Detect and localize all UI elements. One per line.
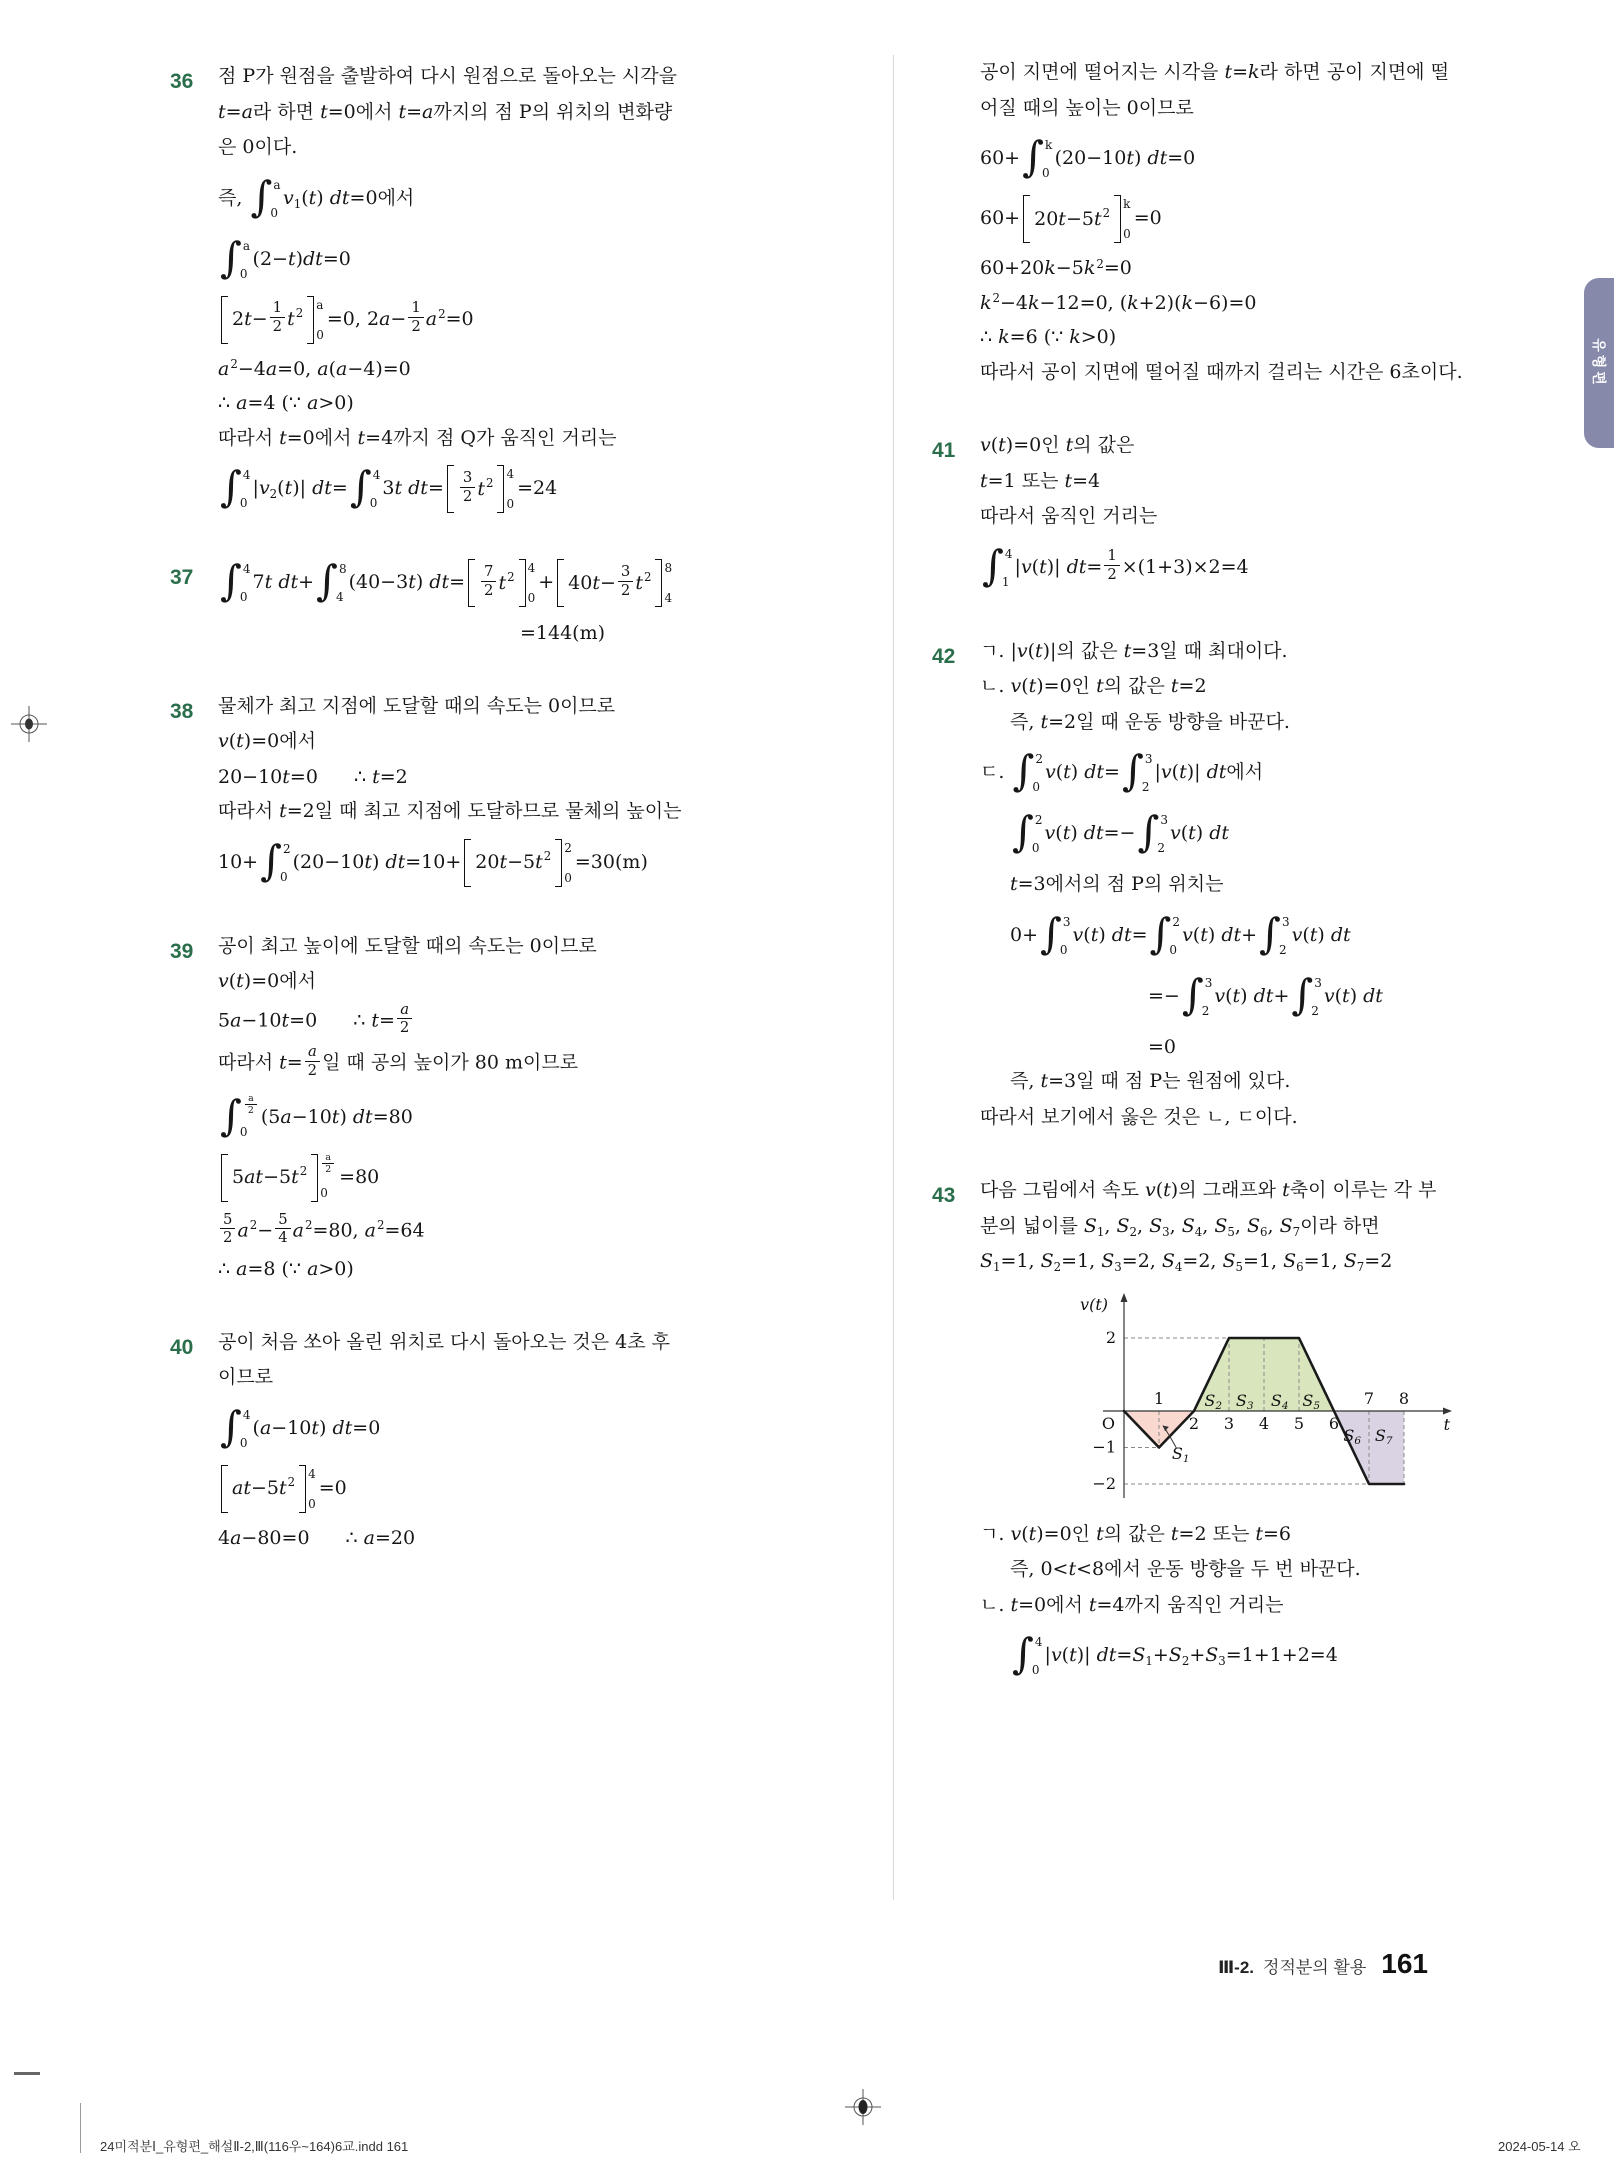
solution-line: 따라서 움직인 거리는 xyxy=(980,506,1158,527)
solution-line: 공이 최고 높이에 도달할 때의 속도는 0이므로 xyxy=(218,934,597,957)
solution-line: ∫ 4 0 (a−10t) dt=0 xyxy=(220,1401,381,1451)
origin-label: O xyxy=(1101,1413,1115,1433)
page-footer xyxy=(1218,1948,1428,1980)
x-tick-label: 8 xyxy=(1398,1388,1410,1408)
problem-block xyxy=(170,692,882,888)
column-divider xyxy=(893,55,894,1900)
solution-line: 이므로 xyxy=(218,1367,274,1389)
solution-line: 다음 그림에서 속도 v(t)의 그래프와 t축이 이루는 각 부 xyxy=(980,1179,1437,1201)
problem-number: 36 xyxy=(170,70,194,93)
solution-line: 은 0이다. xyxy=(218,136,298,158)
solution-line: t=1 또는 t=4 xyxy=(980,469,1101,492)
solution-line: 5a−10t=0 ∴ t= $\frac{a}{2}$ xyxy=(218,1003,882,1040)
solution-line: ㄱ. v(t)=0인 t의 값은 t=2 또는 t=6 xyxy=(980,1522,1292,1545)
solution-line: v(t)=0인 t의 값은 xyxy=(980,434,1135,456)
solution-line: ㄱ. |v(t)|의 값은 t=3일 때 최대이다. xyxy=(980,639,1288,662)
footer-page-number: 161 xyxy=(1381,1948,1428,1979)
solution-line: 60+ 20 t −5 t 2 k 0 =0 xyxy=(980,197,1162,241)
registration-mark-icon xyxy=(10,705,48,743)
solution-line: 4a−80=0 ∴ a=20 xyxy=(218,1526,416,1549)
problem-block xyxy=(932,431,1510,593)
solution-line: ∫ $\frac{a}{2}$ 0 (5a−10t) dt=80 xyxy=(220,1090,413,1140)
solution-line: 5 at −5 t 2 $\frac{a}{2}$ 0 =80 xyxy=(218,1154,882,1202)
x-tick-label: 5 xyxy=(1293,1413,1305,1433)
x-tick-label: 6 xyxy=(1328,1413,1340,1433)
problem-number: 37 xyxy=(170,566,194,589)
solution-line: ∴ k=6 (∵ k>0) xyxy=(980,326,1117,348)
problem-block xyxy=(170,558,882,648)
solution-line: ∫ a 0 (2−t)dt=0 xyxy=(220,232,351,282)
solution-line: =0 xyxy=(1148,1035,1177,1058)
x-tick-label: 1 xyxy=(1153,1388,1165,1408)
problem-number: 38 xyxy=(170,699,194,723)
region-label: S5 xyxy=(1302,1390,1321,1412)
solution-line: 따라서 t= $\frac{a}{2}$ 일 때 공의 높이가 80 m이므로 xyxy=(218,1043,579,1079)
solution-line: 점 P가 원점을 출발하여 다시 원점으로 돌아오는 시각을 xyxy=(218,65,677,87)
solution-line: v(t)=0에서 xyxy=(218,730,316,752)
solution-line: ∫ 4 0 |v(t)| $dt=S_1+S_2+S_3=1+1+2=4$ xyxy=(1012,1629,1338,1679)
footer-section-number: Ⅲ-2. xyxy=(1218,1958,1255,1977)
solution-line: 2 t − $\frac{1}{2}$ t 2 a 0 =0, 2a− $\frac{1}{2}$ $a^2=0$ xyxy=(218,296,882,344)
solution-line: 따라서 t=0에서 t=4까지 점 Q가 움직인 거리는 xyxy=(218,426,617,449)
problem-block xyxy=(932,1176,1510,1681)
solution-line: =− ∫ 3 2 v(t) dt+ ∫ 3 2 v(t) dt xyxy=(1148,969,1383,1019)
solution-line: 따라서 t=2일 때 최고 지점에 도달하므로 물체의 높이는 xyxy=(218,800,682,822)
y-axis-label: v(t) xyxy=(1080,1294,1108,1314)
y-tick-label: −1 xyxy=(1092,1437,1116,1456)
trim-mark xyxy=(14,2072,40,2075)
problem-block xyxy=(170,932,882,1284)
solution-lines xyxy=(218,62,882,514)
solution-line: ∫ 4 0 $|v_2(t)|$ dt= ∫ 4 0 3t dt= $\frac{3}{2}$ t 2 4 0 =24 xyxy=(220,462,558,512)
right-column xyxy=(932,52,1510,1725)
y-tick-label: −2 xyxy=(1092,1473,1116,1493)
solution-lines xyxy=(980,431,1510,593)
problem-number: 40 xyxy=(170,1335,194,1359)
problem-block xyxy=(932,637,1510,1133)
solution-line: 분의 넓이를 $S_1$, $S_2$, $S_3$, $S_4$, $S_5$, $S_6$, $S_7$이라 하면 xyxy=(980,1214,1380,1239)
footer-rule xyxy=(80,2103,81,2153)
region-label: S4 xyxy=(1270,1390,1289,1412)
solution-line: 어질 때의 높이는 0이므로 xyxy=(980,96,1194,119)
solution-line: 즉, t=2일 때 운동 방향을 바꾼다. xyxy=(1010,710,1290,733)
print-date: 2024-05-14 오 xyxy=(1498,2139,1581,2154)
region-label: S1 xyxy=(1171,1443,1190,1465)
x-tick-label: 3 xyxy=(1223,1413,1235,1433)
solution-line: ∫ 2 0 v(t) dt=− ∫ 3 2 v(t) dt xyxy=(1012,807,1230,857)
solution-lines xyxy=(218,692,882,888)
y-axis-arrow xyxy=(1121,1293,1128,1302)
solution-lines xyxy=(218,1328,882,1553)
x-tick-label: 7 xyxy=(1363,1388,1375,1408)
solution-lines xyxy=(218,932,882,1284)
problem-number: 43 xyxy=(932,1184,956,1207)
solution-line: =144(m) xyxy=(520,622,606,644)
x-axis-arrow xyxy=(1443,1407,1452,1414)
solution-line: t=a라 하면 t=0에서 t=a까지의 점 P의 위치의 변화량 xyxy=(218,100,673,123)
solution-line: 따라서 보기에서 옳은 것은 ㄴ, ㄷ이다. xyxy=(980,1105,1298,1128)
problem-block xyxy=(170,1328,882,1553)
solution-line: 즉, ∫ a 0 $v_1(t)$ dt=0에서 xyxy=(218,171,415,221)
velocity-graph xyxy=(1058,1286,1458,1508)
solution-line: $S_1=1$, $S_2=1$, $S_3=2$, $S_4=2$, $S_5=1$, $S_6=1$, $S_7=2$ xyxy=(980,1250,1393,1275)
solution-line: 물체가 최고 지점에 도달할 때의 속도는 0이므로 xyxy=(218,694,616,717)
solution-lines xyxy=(980,58,1510,387)
solution-line: $\frac{5}{2}$ $a^2-$ $\frac{5}{4}$ $a^2=80$, $a^2=64$ xyxy=(218,1213,882,1250)
solution-line: ∫ 4 0 7t dt+ ∫ 8 4 (40−3t) dt= $\frac{7}{2}$ t 2 4 0 + 40 t − $\frac{3}{2}$ t 2 8 4 xyxy=(220,556,673,606)
solution-line: 10+ ∫ 2 0 (20−10t) dt=10+ 20 t −5 t 2 2 0 =30(m) xyxy=(218,835,648,885)
problem-number: 41 xyxy=(932,439,956,462)
solution-lines xyxy=(980,1176,1510,1681)
solution-line: 즉, 0<t<8에서 운동 방향을 두 번 바꾼다. xyxy=(1010,1558,1361,1580)
solution-line: 60+ ∫ k 0 (20−10t) dt=0 xyxy=(980,132,1196,182)
solution-line: 공이 처음 쏘아 올린 위치로 다시 돌아오는 것은 4초 후 xyxy=(218,1330,671,1353)
solution-line: $k^2-4k-12=0$, (k+2)(k−6)=0 xyxy=(980,291,1257,314)
solution-line: ㄴ. v(t)=0인 t의 값은 t=2 xyxy=(980,675,1207,697)
solution-line: $a^2-4a=0$, a(a−4)=0 xyxy=(218,357,411,380)
region-label: S7 xyxy=(1374,1425,1393,1447)
problem-block xyxy=(170,62,882,514)
x-tick-label: 2 xyxy=(1188,1413,1200,1433)
problem-number: 39 xyxy=(170,939,194,963)
solution-line: ㄷ. ∫ 2 0 v(t) dt= ∫ 3 2 |v(t)| dt에서 xyxy=(980,746,1264,796)
left-column xyxy=(170,56,882,1596)
solution-line: ∴ a=4 (∵ a>0) xyxy=(218,392,354,414)
solution-line: v(t)=0에서 xyxy=(218,970,316,992)
registration-mark-icon xyxy=(844,2088,882,2126)
solution-lines xyxy=(218,558,882,648)
side-tab-label: 유형편 xyxy=(1591,338,1608,388)
solution-line: 즉, t=3일 때 점 P는 원점에 있다. xyxy=(1010,1070,1291,1092)
solution-lines xyxy=(980,637,1510,1133)
solution-line: 0+ ∫ 3 0 v(t) dt= ∫ 2 0 v(t) dt+ ∫ 3 2 v(t) dt xyxy=(1010,908,1351,958)
footer-section-title: 정적분의 활용 xyxy=(1263,1958,1367,1977)
side-tab xyxy=(1584,278,1614,448)
solution-line: 따라서 공이 지면에 떨어질 때까지 걸리는 시간은 6초이다. xyxy=(980,360,1463,383)
solution-line: at −5 t 2 4 0 =0 xyxy=(218,1465,882,1513)
x-tick-label: 4 xyxy=(1258,1413,1270,1433)
region-label: S3 xyxy=(1235,1390,1254,1412)
region-label: S6 xyxy=(1343,1425,1362,1447)
solution-line: t=3에서의 점 P의 위치는 xyxy=(1010,873,1224,895)
solution-line: $60+20k-5k^2=0$ xyxy=(980,256,1132,279)
problem-block xyxy=(932,58,1510,387)
region-label: S2 xyxy=(1204,1390,1223,1412)
solution-line: ∫ 4 1 |v(t)| dt= $\frac{1}{2}$ ×(1+3)×2=4 xyxy=(982,540,1249,590)
solution-line: ∴ a=8 (∵ a>0) xyxy=(218,1258,354,1281)
problem-number: 42 xyxy=(932,644,956,668)
y-tick-label: 2 xyxy=(1105,1327,1116,1347)
x-axis-label: t xyxy=(1443,1414,1450,1434)
print-filename: 24미적분Ⅰ_유형편_해설Ⅱ-2,Ⅲ(116우~164)6교.indd 161 xyxy=(100,2139,409,2154)
solution-line: 공이 지면에 떨어지는 시각을 t=k라 하면 공이 지면에 떨 xyxy=(980,61,1449,83)
solution-line: ㄴ. t=0에서 t=4까지 움직인 거리는 xyxy=(980,1593,1284,1616)
solution-line: 20−10t=0 ∴ t=2 xyxy=(218,765,408,788)
